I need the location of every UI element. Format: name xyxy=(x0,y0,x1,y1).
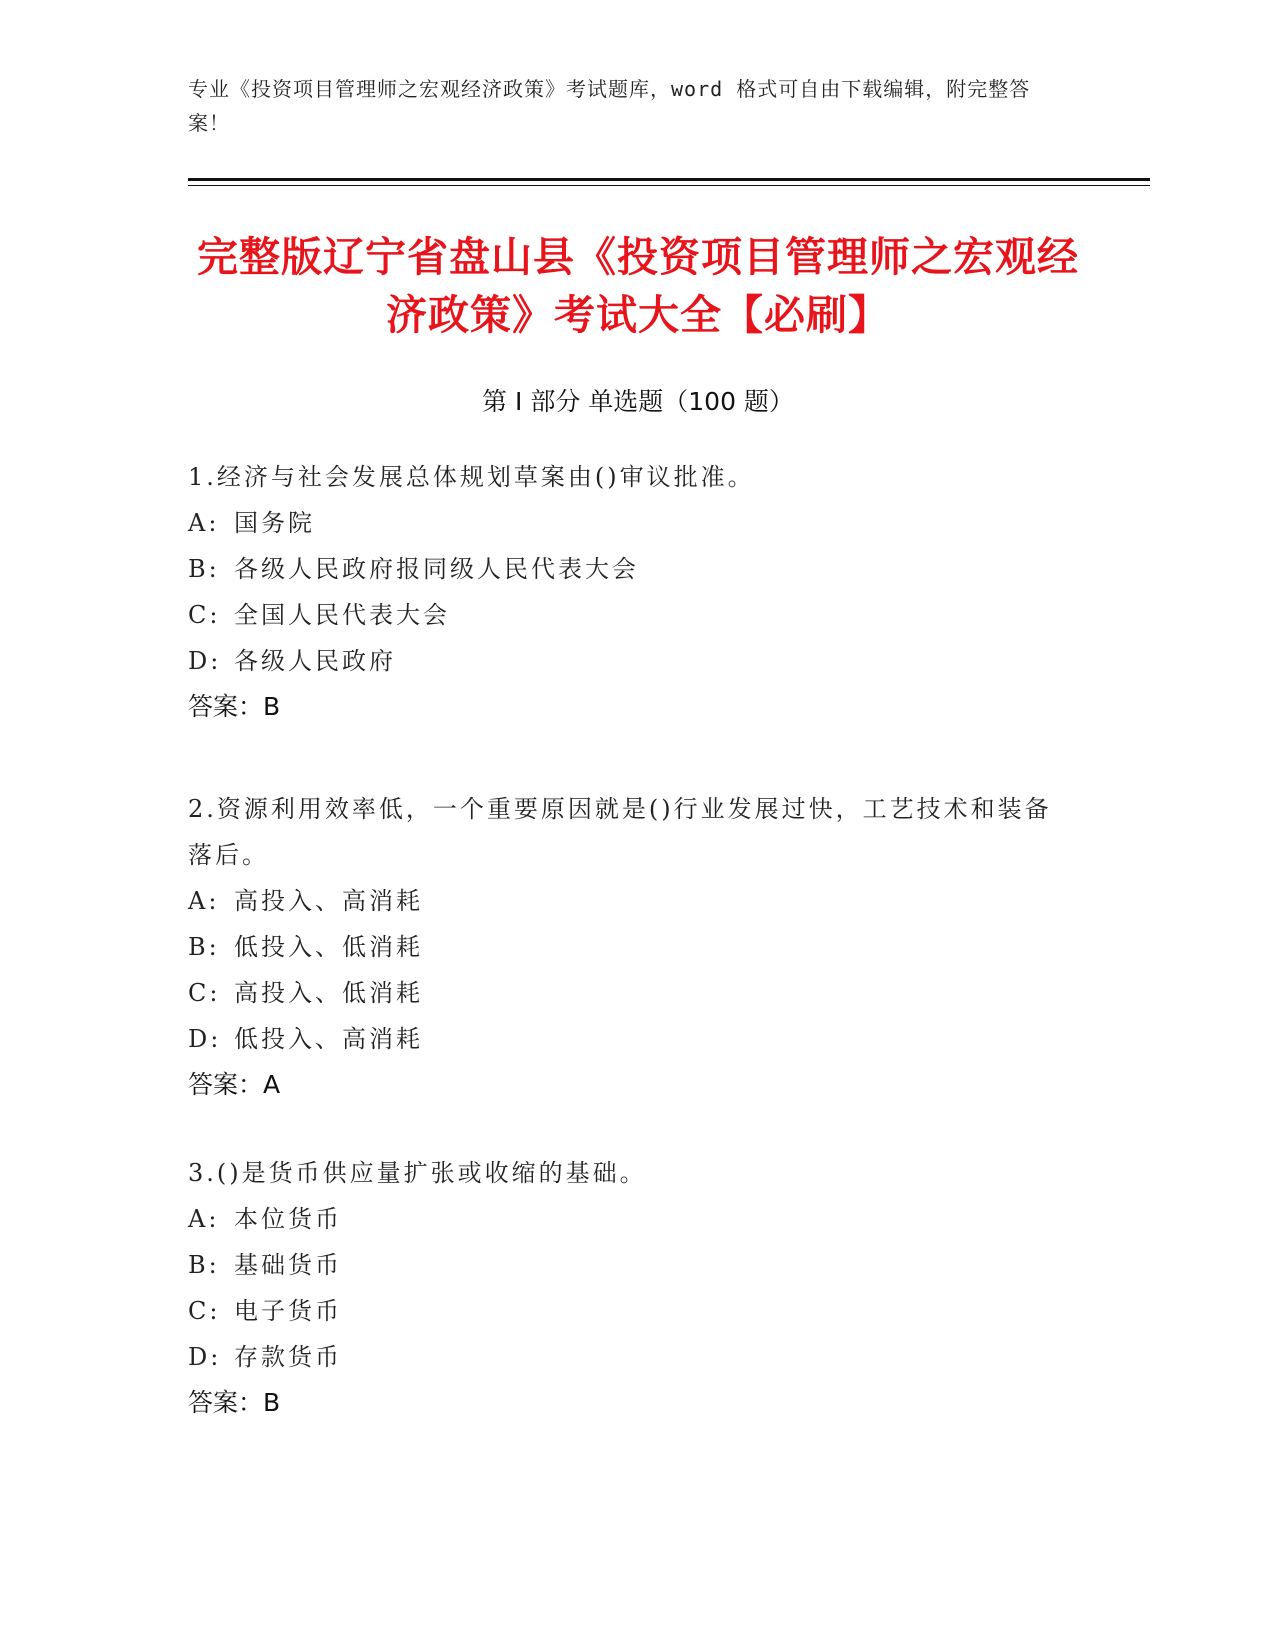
option-b xyxy=(188,1242,1068,1288)
option-key: C: xyxy=(188,1297,221,1325)
option-c xyxy=(188,592,1068,638)
answer-line: 答案：A xyxy=(188,1070,281,1099)
option-d xyxy=(188,1016,1068,1062)
option-key: C: xyxy=(188,979,221,1007)
question-2 xyxy=(188,786,1068,1108)
option-key: D: xyxy=(188,1025,222,1053)
question-3 xyxy=(188,1150,1068,1426)
option-text: 低投入、高消耗 xyxy=(234,1025,423,1053)
option-c xyxy=(188,1288,1068,1334)
option-text: 低投入、低消耗 xyxy=(234,933,423,961)
option-key: B: xyxy=(188,1251,220,1279)
option-d xyxy=(188,1334,1068,1380)
question-1 xyxy=(188,454,1068,730)
option-text: 各级人民政府 xyxy=(234,647,396,675)
answer-line: 答案：B xyxy=(188,1388,281,1417)
question-stem: 3.()是货币供应量扩张或收缩的基础。 xyxy=(188,1159,647,1187)
header-note: 专业《投资项目管理师之宏观经济政策》考试题库，word 格式可自由下载编辑，附完整答案！ xyxy=(188,77,1031,135)
option-key: A: xyxy=(188,1205,220,1233)
option-key: A: xyxy=(188,887,220,915)
option-a xyxy=(188,500,1068,546)
option-a xyxy=(188,878,1068,924)
option-text: 国务院 xyxy=(234,509,315,537)
option-text: 高投入、低消耗 xyxy=(234,979,423,1007)
option-text: 电子货币 xyxy=(234,1297,342,1325)
option-c xyxy=(188,970,1068,1016)
header-divider-thick xyxy=(188,178,1150,181)
document-title: 完整版辽宁省盘山县《投资项目管理师之宏观经济政策》考试大全【必刷】 xyxy=(197,233,1079,339)
question-stem: 1.经济与社会发展总体规划草案由()审议批准。 xyxy=(188,463,755,491)
option-a xyxy=(188,1196,1068,1242)
option-b xyxy=(188,924,1068,970)
option-text: 基础货币 xyxy=(234,1251,342,1279)
option-key: D: xyxy=(188,647,222,675)
option-key: B: xyxy=(188,555,220,583)
question-stem: 2.资源利用效率低，一个重要原因就是()行业发展过快，工艺技术和装备落后。 xyxy=(188,795,1052,869)
header-divider-thin xyxy=(188,185,1150,186)
option-key: B: xyxy=(188,933,220,961)
option-b xyxy=(188,546,1068,592)
answer-line: 答案：B xyxy=(188,692,281,721)
option-key: A: xyxy=(188,509,220,537)
option-text: 全国人民代表大会 xyxy=(234,601,450,629)
option-d xyxy=(188,638,1068,684)
option-text: 本位货币 xyxy=(234,1205,342,1233)
option-key: D: xyxy=(188,1343,222,1371)
option-text: 各级人民政府报同级人民代表大会 xyxy=(234,555,639,583)
option-text: 高投入、高消耗 xyxy=(234,887,423,915)
section-heading: 第 I 部分 单选题（100 题） xyxy=(482,387,794,416)
option-text: 存款货币 xyxy=(234,1343,342,1371)
option-key: C: xyxy=(188,601,221,629)
